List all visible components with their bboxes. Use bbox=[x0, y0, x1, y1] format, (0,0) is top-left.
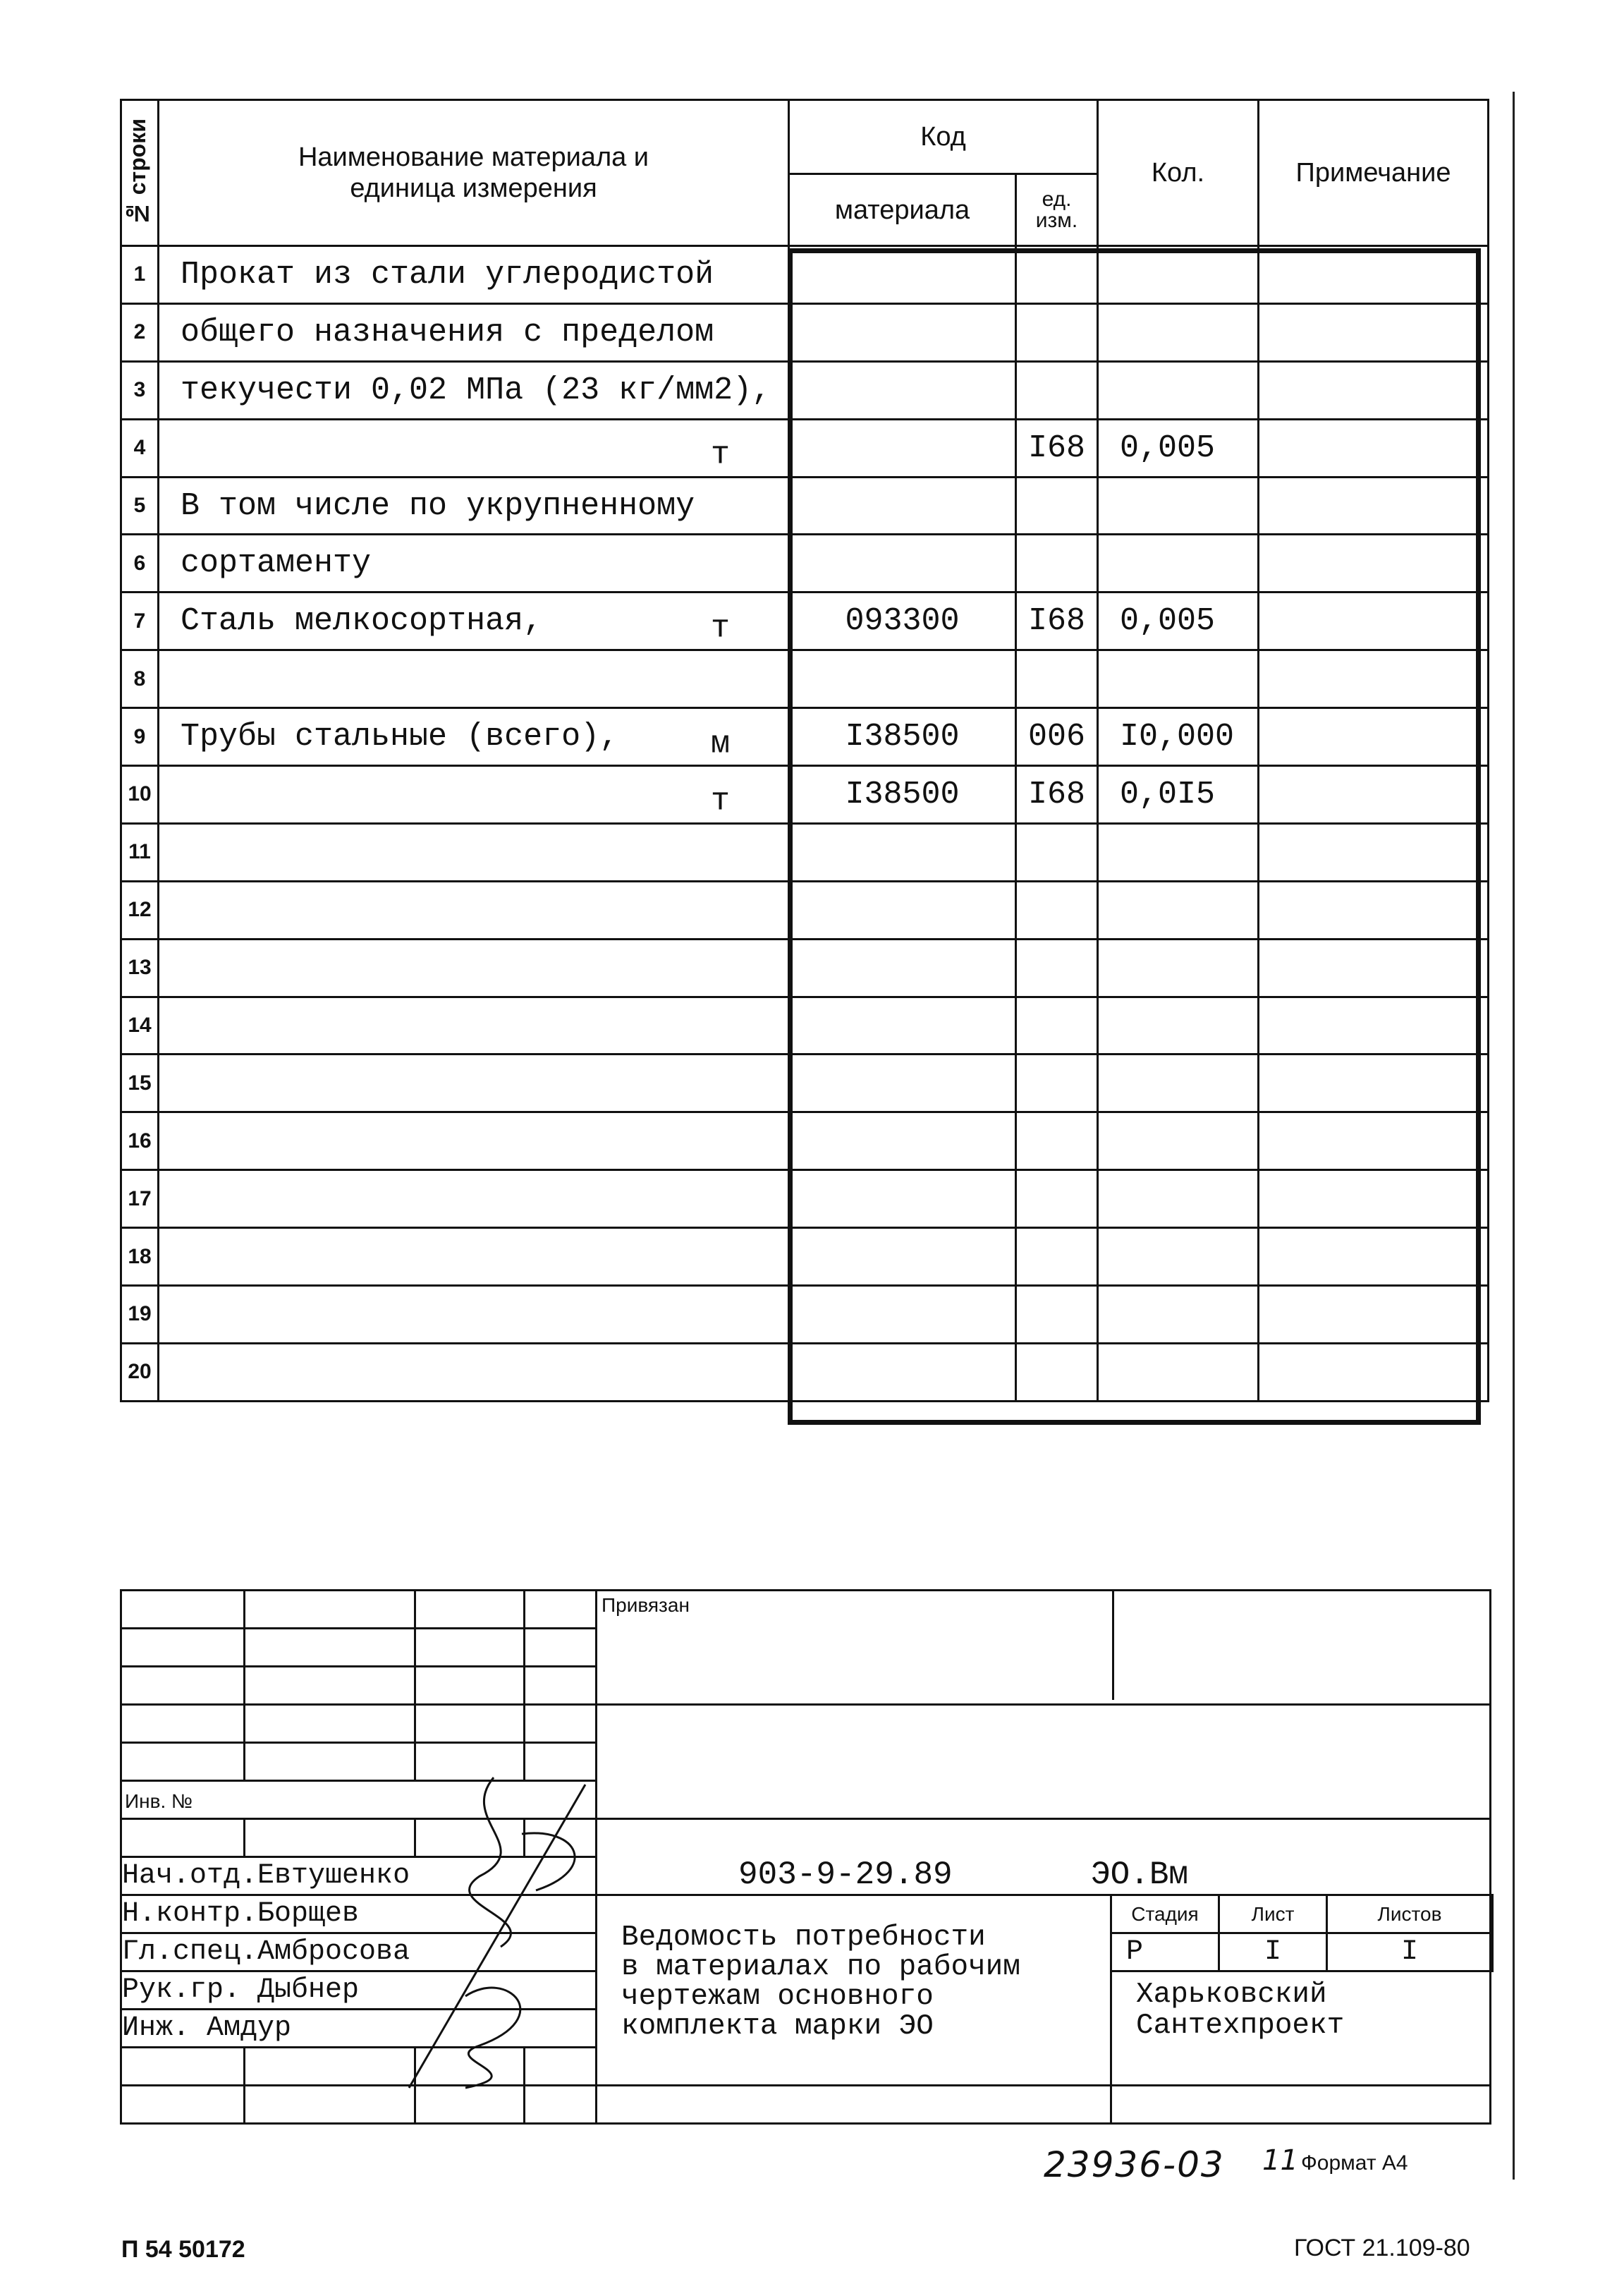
note bbox=[1259, 246, 1489, 304]
row-number: 14 bbox=[121, 997, 159, 1055]
table-row bbox=[121, 939, 1489, 997]
material-code bbox=[789, 1228, 1016, 1286]
note bbox=[1259, 881, 1489, 939]
unit-of-measure: т bbox=[710, 784, 730, 820]
row-number: 13 bbox=[121, 939, 159, 997]
sign-line-1: Нач.отд.Евтушенко bbox=[121, 1857, 597, 1895]
unit-code bbox=[1016, 303, 1098, 361]
unit-code-header: ед. изм. bbox=[1016, 174, 1098, 246]
quantity bbox=[1098, 997, 1259, 1055]
row-number: 5 bbox=[121, 477, 159, 535]
stage-org-cell bbox=[1111, 1895, 1491, 2086]
material-code: 093300 bbox=[789, 592, 1016, 650]
unit-code: I68 bbox=[1016, 419, 1098, 477]
material-name: В том числе по укрупненному bbox=[159, 477, 789, 535]
material-name bbox=[159, 650, 789, 708]
quantity: 0,0I5 bbox=[1098, 766, 1259, 824]
quantity bbox=[1098, 303, 1259, 361]
unit-code bbox=[1016, 535, 1098, 592]
note bbox=[1259, 535, 1489, 592]
row-number: 9 bbox=[121, 708, 159, 766]
org-line-2: Сантехпроект bbox=[1136, 2010, 1345, 2042]
table-row bbox=[121, 361, 1489, 419]
material-name bbox=[159, 823, 789, 881]
stage-value: Р bbox=[1111, 1933, 1219, 1971]
note bbox=[1259, 1228, 1489, 1286]
note bbox=[1259, 592, 1489, 650]
material-code bbox=[789, 477, 1016, 535]
row-number: 7 bbox=[121, 592, 159, 650]
unit-code: 006 bbox=[1016, 708, 1098, 766]
quantity bbox=[1098, 881, 1259, 939]
table-row bbox=[121, 1343, 1489, 1401]
quantity bbox=[1098, 361, 1259, 419]
material-code bbox=[789, 535, 1016, 592]
material-code bbox=[789, 246, 1016, 304]
row-number: 2 bbox=[121, 303, 159, 361]
format-label: Формат А4 bbox=[1301, 2151, 1408, 2175]
gost-label: ГОСТ 21.109-80 bbox=[1294, 2235, 1470, 2261]
table-row bbox=[121, 303, 1489, 361]
sheets-label: Листов bbox=[1327, 1895, 1493, 1933]
note bbox=[1259, 1055, 1489, 1112]
stage-label: Стадия bbox=[1111, 1895, 1219, 1933]
note bbox=[1259, 708, 1489, 766]
note bbox=[1259, 1286, 1489, 1344]
sign-line-3: Гл.спец.Амбросова bbox=[121, 1933, 597, 1971]
unit-code bbox=[1016, 1228, 1098, 1286]
unit-code bbox=[1016, 1112, 1098, 1170]
blank-cell bbox=[597, 1705, 1491, 1819]
doc-title-line-2: в материалах по рабочим bbox=[621, 1951, 1020, 1983]
material-code bbox=[789, 419, 1016, 477]
row-number: 10 bbox=[121, 766, 159, 824]
unit-code bbox=[1016, 881, 1098, 939]
material-name bbox=[159, 766, 789, 824]
sheets-value: I bbox=[1327, 1933, 1493, 1971]
unit-code bbox=[1016, 246, 1098, 304]
material-code-header: материала bbox=[789, 174, 1016, 246]
material-code bbox=[789, 1112, 1016, 1170]
signatures-scribble bbox=[395, 1763, 621, 2095]
doc-title-cell bbox=[597, 1895, 1111, 2086]
material-code bbox=[789, 1055, 1016, 1112]
row-number: 19 bbox=[121, 1286, 159, 1344]
material-code bbox=[789, 303, 1016, 361]
note bbox=[1259, 477, 1489, 535]
unit-code bbox=[1016, 361, 1098, 419]
sheet-value: I bbox=[1219, 1933, 1327, 1971]
material-code bbox=[789, 823, 1016, 881]
unit-code bbox=[1016, 1170, 1098, 1228]
quantity bbox=[1098, 1055, 1259, 1112]
note bbox=[1259, 823, 1489, 881]
material-name bbox=[159, 939, 789, 997]
material-code bbox=[789, 1170, 1016, 1228]
handwritten-number: 23936-03 bbox=[1044, 2144, 1225, 2185]
unit-code: I68 bbox=[1016, 592, 1098, 650]
note bbox=[1259, 419, 1489, 477]
table-row bbox=[121, 1170, 1489, 1228]
unit-code bbox=[1016, 477, 1098, 535]
row-number: 1 bbox=[121, 246, 159, 304]
note-header: Примечание bbox=[1259, 100, 1489, 246]
table-row bbox=[121, 477, 1489, 535]
designation-cell bbox=[597, 1819, 1491, 1895]
table-row bbox=[121, 592, 1489, 650]
title-block bbox=[120, 1589, 1491, 2125]
material-name: сортаменту bbox=[159, 535, 789, 592]
table-row bbox=[121, 1055, 1489, 1112]
table-row bbox=[121, 1112, 1489, 1170]
material-name: Прокат из стали углеродистой bbox=[159, 246, 789, 304]
quantity: I0,000 bbox=[1098, 708, 1259, 766]
table-row bbox=[121, 246, 1489, 304]
unit-of-measure: т bbox=[710, 610, 730, 647]
row-number: 4 bbox=[121, 419, 159, 477]
table-row bbox=[121, 1286, 1489, 1344]
unit-code bbox=[1016, 650, 1098, 708]
material-code bbox=[789, 939, 1016, 997]
material-name: текучести 0,02 МПа (23 кг/мм2), bbox=[159, 361, 789, 419]
quantity: 0,005 bbox=[1098, 419, 1259, 477]
unit-of-measure: м bbox=[710, 726, 730, 762]
material-name bbox=[159, 1112, 789, 1170]
unit-code bbox=[1016, 1343, 1098, 1401]
unit-code bbox=[1016, 1286, 1098, 1344]
materials-table bbox=[120, 99, 1489, 1402]
material-name bbox=[159, 997, 789, 1055]
table-row bbox=[121, 997, 1489, 1055]
note bbox=[1259, 1170, 1489, 1228]
row-number: 8 bbox=[121, 650, 159, 708]
material-code bbox=[789, 1343, 1016, 1401]
material-code bbox=[789, 1286, 1016, 1344]
qty-header: Кол. bbox=[1098, 100, 1259, 246]
code-header: Код bbox=[789, 100, 1098, 174]
material-name bbox=[159, 1170, 789, 1228]
note bbox=[1259, 650, 1489, 708]
material-code bbox=[789, 997, 1016, 1055]
material-name bbox=[159, 881, 789, 939]
quantity bbox=[1098, 1228, 1259, 1286]
doc-title-line-4: комплекта марки ЭО bbox=[621, 2010, 934, 2043]
note bbox=[1259, 766, 1489, 824]
note bbox=[1259, 303, 1489, 361]
quantity bbox=[1098, 535, 1259, 592]
table-row bbox=[121, 766, 1489, 824]
mark: ЭО.Вм bbox=[1091, 1857, 1189, 1893]
sheet-label: Лист bbox=[1219, 1895, 1327, 1933]
row-number: 11 bbox=[121, 823, 159, 881]
sign-line-5: Инж. Амдур bbox=[121, 2010, 597, 2048]
row-number-header: № строки bbox=[121, 100, 159, 246]
material-code: I38500 bbox=[789, 766, 1016, 824]
unit-code: I68 bbox=[1016, 766, 1098, 824]
unit-code bbox=[1016, 997, 1098, 1055]
material-name: общего назначения с пределом bbox=[159, 303, 789, 361]
org-line-1: Харьковский bbox=[1136, 1979, 1327, 2011]
material-code bbox=[789, 650, 1016, 708]
quantity bbox=[1098, 1112, 1259, 1170]
privyazan-label: Привязан bbox=[602, 1594, 690, 1616]
quantity bbox=[1098, 246, 1259, 304]
doc-title-line-3: чертежам основного bbox=[621, 1981, 934, 2013]
sign-line-4: Рук.гр. Дыбнер bbox=[121, 1971, 597, 2010]
row-number: 18 bbox=[121, 1228, 159, 1286]
material-name bbox=[159, 1055, 789, 1112]
handwritten-sheet: 11 bbox=[1262, 2144, 1298, 2177]
table-row bbox=[121, 1228, 1489, 1286]
table-row bbox=[121, 419, 1489, 477]
designation: 903-9-29.89 bbox=[738, 1857, 953, 1893]
inv-no-label: Инв. № bbox=[125, 1790, 193, 1812]
quantity bbox=[1098, 1343, 1259, 1401]
name-header: Наименование материала и единица измерения bbox=[159, 100, 789, 246]
note bbox=[1259, 997, 1489, 1055]
table-row bbox=[121, 650, 1489, 708]
row-number: 15 bbox=[121, 1055, 159, 1112]
quantity bbox=[1098, 650, 1259, 708]
material-name bbox=[159, 1343, 789, 1401]
left-code: П 54 50172 bbox=[121, 2236, 245, 2263]
outer-frame-line bbox=[1513, 92, 1515, 2180]
material-code bbox=[789, 361, 1016, 419]
quantity bbox=[1098, 1286, 1259, 1344]
quantity bbox=[1098, 939, 1259, 997]
row-number: 3 bbox=[121, 361, 159, 419]
quantity bbox=[1098, 823, 1259, 881]
unit-code bbox=[1016, 1055, 1098, 1112]
note bbox=[1259, 1112, 1489, 1170]
note bbox=[1259, 1343, 1489, 1401]
quantity bbox=[1098, 1170, 1259, 1228]
row-number: 20 bbox=[121, 1343, 159, 1401]
material-name bbox=[159, 1286, 789, 1344]
note bbox=[1259, 361, 1489, 419]
privyazan-cell bbox=[597, 1591, 1491, 1705]
unit-code bbox=[1016, 823, 1098, 881]
unit-code bbox=[1016, 939, 1098, 997]
quantity: 0,005 bbox=[1098, 592, 1259, 650]
quantity bbox=[1098, 477, 1259, 535]
table-row bbox=[121, 535, 1489, 592]
doc-title-line-1: Ведомость потребности bbox=[621, 1921, 986, 1954]
material-code: I38500 bbox=[789, 708, 1016, 766]
row-number: 6 bbox=[121, 535, 159, 592]
material-name: Трубы стальные (всего), м bbox=[159, 708, 789, 766]
table-row bbox=[121, 823, 1489, 881]
material-name: Сталь мелкосортная, т bbox=[159, 592, 789, 650]
note bbox=[1259, 939, 1489, 997]
table-row bbox=[121, 708, 1489, 766]
table-row bbox=[121, 881, 1489, 939]
material-code bbox=[789, 881, 1016, 939]
row-number: 12 bbox=[121, 881, 159, 939]
material-name bbox=[159, 1228, 789, 1286]
material-name bbox=[159, 419, 789, 477]
sign-line-2: Н.контр.Борщев bbox=[121, 1895, 597, 1933]
row-number: 16 bbox=[121, 1112, 159, 1170]
row-number: 17 bbox=[121, 1170, 159, 1228]
unit-of-measure: т bbox=[710, 437, 730, 473]
